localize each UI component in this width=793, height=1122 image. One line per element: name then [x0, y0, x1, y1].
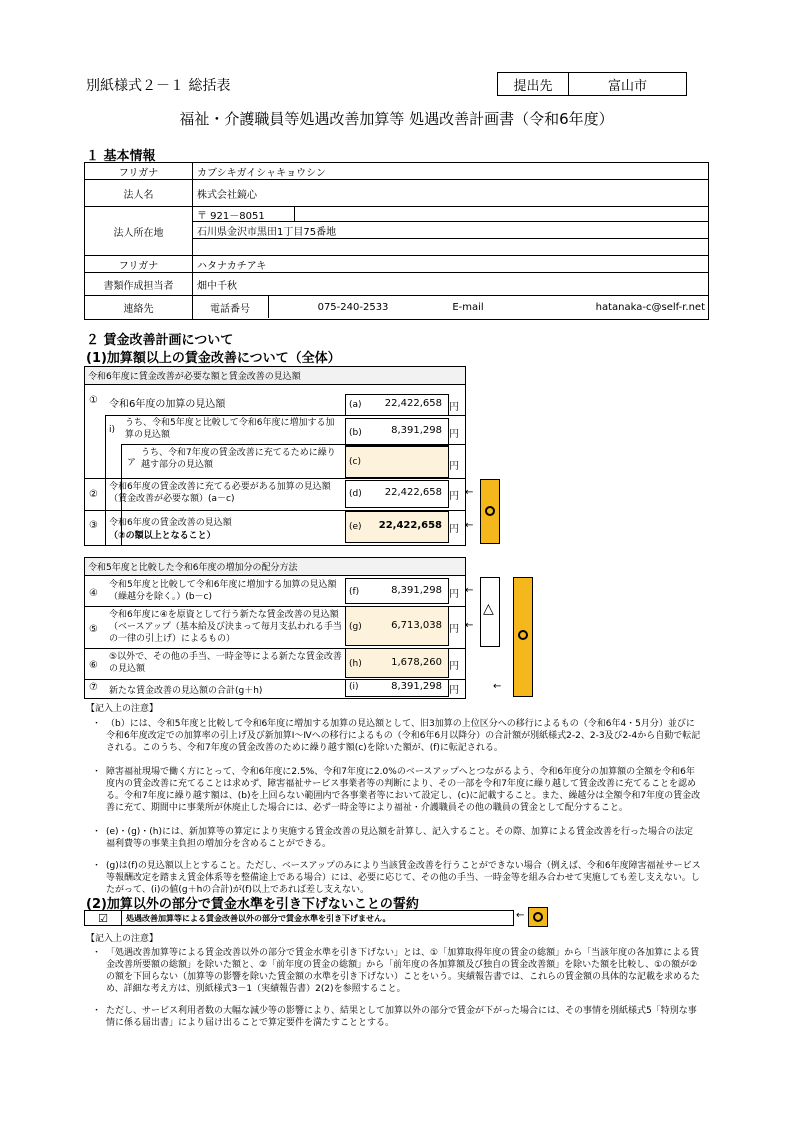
wage-section-title: ２ 賃金改善計画について	[86, 333, 234, 348]
r4-arrow: ←	[465, 585, 474, 596]
r7-key: (i)	[349, 682, 359, 692]
oath-row	[84, 910, 514, 926]
submit-box	[497, 72, 687, 96]
notes2-title: 【記入上の注意】	[86, 934, 159, 944]
oath-text: 処遇改善加算等による賃金改善以外の部分で賃金水準を引き下げません。	[126, 913, 391, 923]
r4-key: (f)	[349, 587, 360, 597]
corp-furigana: カブシキガイシャキョウシン	[197, 167, 326, 179]
ri-yen: 円	[449, 429, 459, 440]
basic-info-table	[84, 162, 709, 320]
oath-title: (2)加算以外の部分で賃金水準を引き下げないことの誓約	[86, 897, 419, 912]
form-title: 別紙様式２－１ 総括表	[86, 78, 231, 94]
r7-yen: 円	[449, 685, 459, 696]
r2-arrow: ←	[465, 487, 474, 498]
ra-num: ア	[127, 458, 137, 468]
triangle-mark-icon: △	[483, 601, 494, 617]
oath-arrow: ←	[516, 910, 525, 921]
author-furigana: ハタナカチアキ	[197, 260, 267, 272]
ra-label: うち、令和7年度の賃金改善に充てるために繰り越す部分の見込額	[141, 448, 336, 470]
r3-arrow: ←	[465, 520, 474, 531]
box1-title: 令和6年度に賃金改善が必要な額と賃金改善の見込額	[85, 367, 465, 385]
r6-label: ⑤以外で、その他の手当、一時金等による新たな賃金改善の見込額	[109, 652, 342, 674]
r1-num: ①	[89, 395, 98, 406]
r7-num: ⑦	[89, 682, 98, 693]
ri-label: うち、令和5年度と比較して令和6年度に増加する加算の見込額	[125, 418, 335, 440]
r2-label: 令和6年度の賃金改善に充てる必要がある加算の見込額（賃金改善が必要な額）(a－c)	[109, 482, 331, 504]
wage-sub1-title: (1)加算額以上の賃金改善について（全体）	[86, 351, 341, 366]
r2-value: 22,422,658	[384, 487, 442, 498]
notes1-item: （b）には、令和5年度と比較して令和6年度に増加する加算の見込額として、旧3加算の上位区分への移行によるもの（令和6年4・5月分）並びに令和6年度改定での加算率の引上げ及び新加算Ⅰ～Ⅳへの移行によるもの（令和6年6月以降分）の合計額が別紙様式2-2、2-3及び2-4から自動で転記される。このうち、令和7年度の賃金改善のために繰り越す額(c)を除いた額が、(f)に転記される。	[106, 719, 701, 753]
notes1-item: (e)・(g)・(h)には、新加算等の算定により実施する賃金改善の見込額を計算し、記入すること。その際、加算による賃金改善を行った場合の法定福利費等の事業主負担の増加分を含めることができる。	[106, 827, 694, 849]
author-furigana-label: フリガナ	[118, 260, 159, 272]
document-title: 福祉・介護職員等処遇改善加算等 処遇改善計画書（令和6年度）	[179, 110, 614, 128]
r6-key: (h)	[349, 659, 362, 669]
notes1-list: ・ （b）には、令和5年度と比較して令和6年度に増加する加算の見込額として、旧3加算の上位区分への移行によるもの（令和6年4・5月分）並びに令和6年度改定での加算率の引上げ及び新加算Ⅰ～Ⅳへの移行によるもの（令和6年6月以降分）の合計額が別紙様式2-2、2-3及び2-4から自動で転記される。このうち、令和7年度の賃金改善のために繰り越す額(c)を除いた額が、(f)に転記される。 ・ 障害福祉現場で働く方にとって、令和6年度に2.5%、令和7年度に2.0%のベースアップへとつながるよう、令和6年度分の加算額の全額を令和6年度内の賃金改善に充てることは求めず、障害福祉サービス事業者等の判断により、その一部を令和7年度に繰り越して賃金改善に充てることを認める。令和7年度に繰り越す額は、(b)を上回らない範囲内で各事業者等において設定し、(c)に記載すること。また、繰越分は全額令和7年度の賃金改善に充て、期間中に事業所が休廃止した場合には、必ず一時金等により福祉・介護職員その他の職員の賃金として配分すること。 ・ (e)・(g)・(h)には、新加算等の算定により実施する賃金改善の見込額を計算し、記入すること。その際、加算による賃金改善を行った場合の法定福利費等の事業主負担の増加分を含めることができる。 ・ (g)は(f)の見込額以上とすること。ただし、ベースアップのみにより当該賃金改善を行うことができない場合（例えば、令和6年度障害福祉サービス等報酬改定を踏まえ賃金体系等を整備途上である場合）には、必要に応じて、その他の手当、一時金等を組み合わせて実施しても差し支えない。したがって、(i)の値(g＋hの合計)が(f)以上であれば差し支えない。	[92, 719, 701, 895]
email-label: E-mail	[452, 301, 484, 313]
r6-num: ⑥	[89, 660, 98, 671]
corp-name: 株式会社鏡心	[197, 189, 257, 201]
submit-label: 提出先	[498, 73, 569, 95]
ra-key: (c)	[349, 457, 361, 467]
contact-label: 連絡先	[123, 303, 154, 315]
corp-name-label: 法人名	[123, 189, 154, 201]
circle-mark-icon	[533, 912, 543, 922]
notes2-item: ただし、サービス利用者数の大幅な減少等の影響により、結果として加算以外の部分で賃金が下がった場合には、その事情を別紙様式5「特別な事情に係る届出書」により届け出ることで算定要件を満たすこととする。	[106, 1006, 697, 1028]
r1-label: 令和6年度の加算の見込額	[109, 399, 226, 410]
ra-yen: 円	[449, 461, 459, 472]
r2-key: (d)	[349, 489, 362, 499]
r5-num: ⑤	[89, 624, 98, 635]
notes2-list: ・ 「処遇改善加算等による賃金改善以外の部分で賃金水準を引き下げない」とは、①「加算取得年度の賃金の総額」から「当該年度の各加算による賃金改善所要額の総額」を除いた額と、②「前年度の賃金の総額」から「前年度の各加算額及び独自の賃金改善額」を除いた額を比較し、①の額が②の額を下回らない（加算等の影響を除いた賃金額の水準を引き下げない）ことをいう。実績報告書では、これらの賃金額の具体的な記載を求めるため、詳細な考え方は、別紙様式3－1（実績報告書）2(2)を参照すること。 ・ ただし、サービス利用者数の大幅な減少等の影響により、結果として加算以外の部分で賃金が下がった場合には、その事情を別紙様式5「特別な事情に係る届出書」により届け出ることで算定要件を満たすこととする。	[92, 948, 701, 1028]
submit-value: 富山市	[607, 78, 647, 94]
r6-value: 1,678,260	[391, 657, 442, 668]
r6-yen: 円	[449, 661, 459, 672]
notes1-title: 【記入上の注意】	[86, 704, 159, 714]
ri-key: (b)	[349, 428, 362, 438]
r3-yen: 円	[449, 524, 459, 535]
r1-key: (a)	[349, 400, 362, 410]
r5-arrow: ←	[465, 620, 474, 631]
r4-yen: 円	[449, 589, 459, 600]
r3-num: ③	[89, 520, 98, 531]
notes1-item: 障害福祉現場で働く方にとって、令和6年度に2.5%、令和7年度に2.0%のベースアップへとつながるよう、令和6年度分の加算額の全額を令和6年度内の賃金改善に充てることは求めず、障害福祉サービス事業者等の判断により、その一部を令和7年度に繰り越して賃金改善に充てることを認める。令和7年度に繰り越す額は、(b)を上回らない範囲内で各事業者等において設定し、(c)に記載すること。また、繰越分は全額令和7年度の賃金改善に充て、期間中に事業所が休廃止した場合には、必ず一時金等により福祉・介護職員その他の職員の賃金として配分すること。	[106, 767, 701, 813]
r2-num: ②	[89, 489, 98, 500]
author-label: 書類作成担当者	[103, 280, 174, 292]
r3-label: 令和6年度の賃金改善の見込額	[109, 518, 232, 528]
circle-mark-icon	[518, 630, 528, 640]
corp-furigana-label: フリガナ	[85, 163, 192, 180]
address: 石川県金沢市黒田1丁目75番地	[197, 226, 337, 238]
r1-value: 22,422,658	[384, 398, 442, 409]
r4-value: 8,391,298	[391, 585, 442, 596]
phone-value: 075-240-2533	[317, 301, 389, 313]
r5-yen: 円	[449, 624, 459, 635]
r5-key: (g)	[349, 622, 362, 632]
oath-checkbox[interactable]: ☑	[85, 911, 122, 925]
r2-yen: 円	[449, 491, 459, 502]
r7-label: 新たな賃金改善の見込額の合計(g＋h)	[109, 686, 263, 696]
r5-value: 6,713,038	[391, 620, 442, 631]
r7-arrow: ←	[493, 681, 502, 692]
r1-yen: 円	[449, 402, 459, 413]
author-name: 畑中千秋	[197, 280, 237, 292]
r3-key: (e)	[349, 522, 362, 532]
basic-section-title: １ 基本情報	[86, 149, 156, 164]
r7-value: 8,391,298	[391, 681, 442, 692]
phone-label: 電話番号	[192, 296, 269, 318]
r5-label: 令和6年度に④を原資として行う新たな賃金改善の見込額（ベースアップ（基本給及び決まって毎月支払われる手当の一律の引上げ）によるもの）	[109, 610, 342, 644]
ri-value: 8,391,298	[391, 425, 442, 436]
circle-mark-icon	[485, 506, 495, 516]
ri-num: ⅰ)	[109, 425, 116, 435]
r3-value: 22,422,658	[378, 520, 442, 531]
r4-num: ④	[89, 588, 98, 599]
postal-code: 〒 921－8051	[197, 210, 265, 222]
address-label: 法人所在地	[113, 227, 164, 239]
r3-label2: （②の額以上となること）	[109, 531, 216, 541]
r4-label: 令和5年度と比較して令和6年度に増加する加算の見込額（繰越分を除く。）(b－c)	[109, 580, 337, 602]
notes2-item: 「処遇改善加算等による賃金改善以外の部分で賃金水準を引き下げない」とは、①「加算取得年度の賃金の総額」から「当該年度の各加算による賃金改善所要額の総額」を除いた額と、②「前年度の賃金の総額」から「前年度の各加算額及び独自の賃金改善額」を除いた額を比較し、①の額が②の額を下回らない（加算等の影響を除いた賃金額の水準を引き下げない）ことをいう。実績報告書では、これらの賃金額の具体的な記載を求めるため、詳細な考え方は、別紙様式3－1（実績報告書）2(2)を参照すること。	[106, 948, 701, 994]
email-value: hatanaka-c@self-r.net	[595, 301, 705, 313]
notes1-item: (g)は(f)の見込額以上とすること。ただし、ベースアップのみにより当該賃金改善を行うことができない場合（例えば、令和6年度障害福祉サービス等報酬改定を踏まえ賃金体系等を整備途上である場合）には、必要に応じて、その他の手当、一時金等を組み合わせて実施しても差し支えない。したがって、(i)の値(g＋hの合計)が(f)以上であれば差し支えない。	[106, 861, 701, 895]
box2-title: 令和5年度と比較した令和6年度の増加分の配分方法	[85, 558, 465, 576]
